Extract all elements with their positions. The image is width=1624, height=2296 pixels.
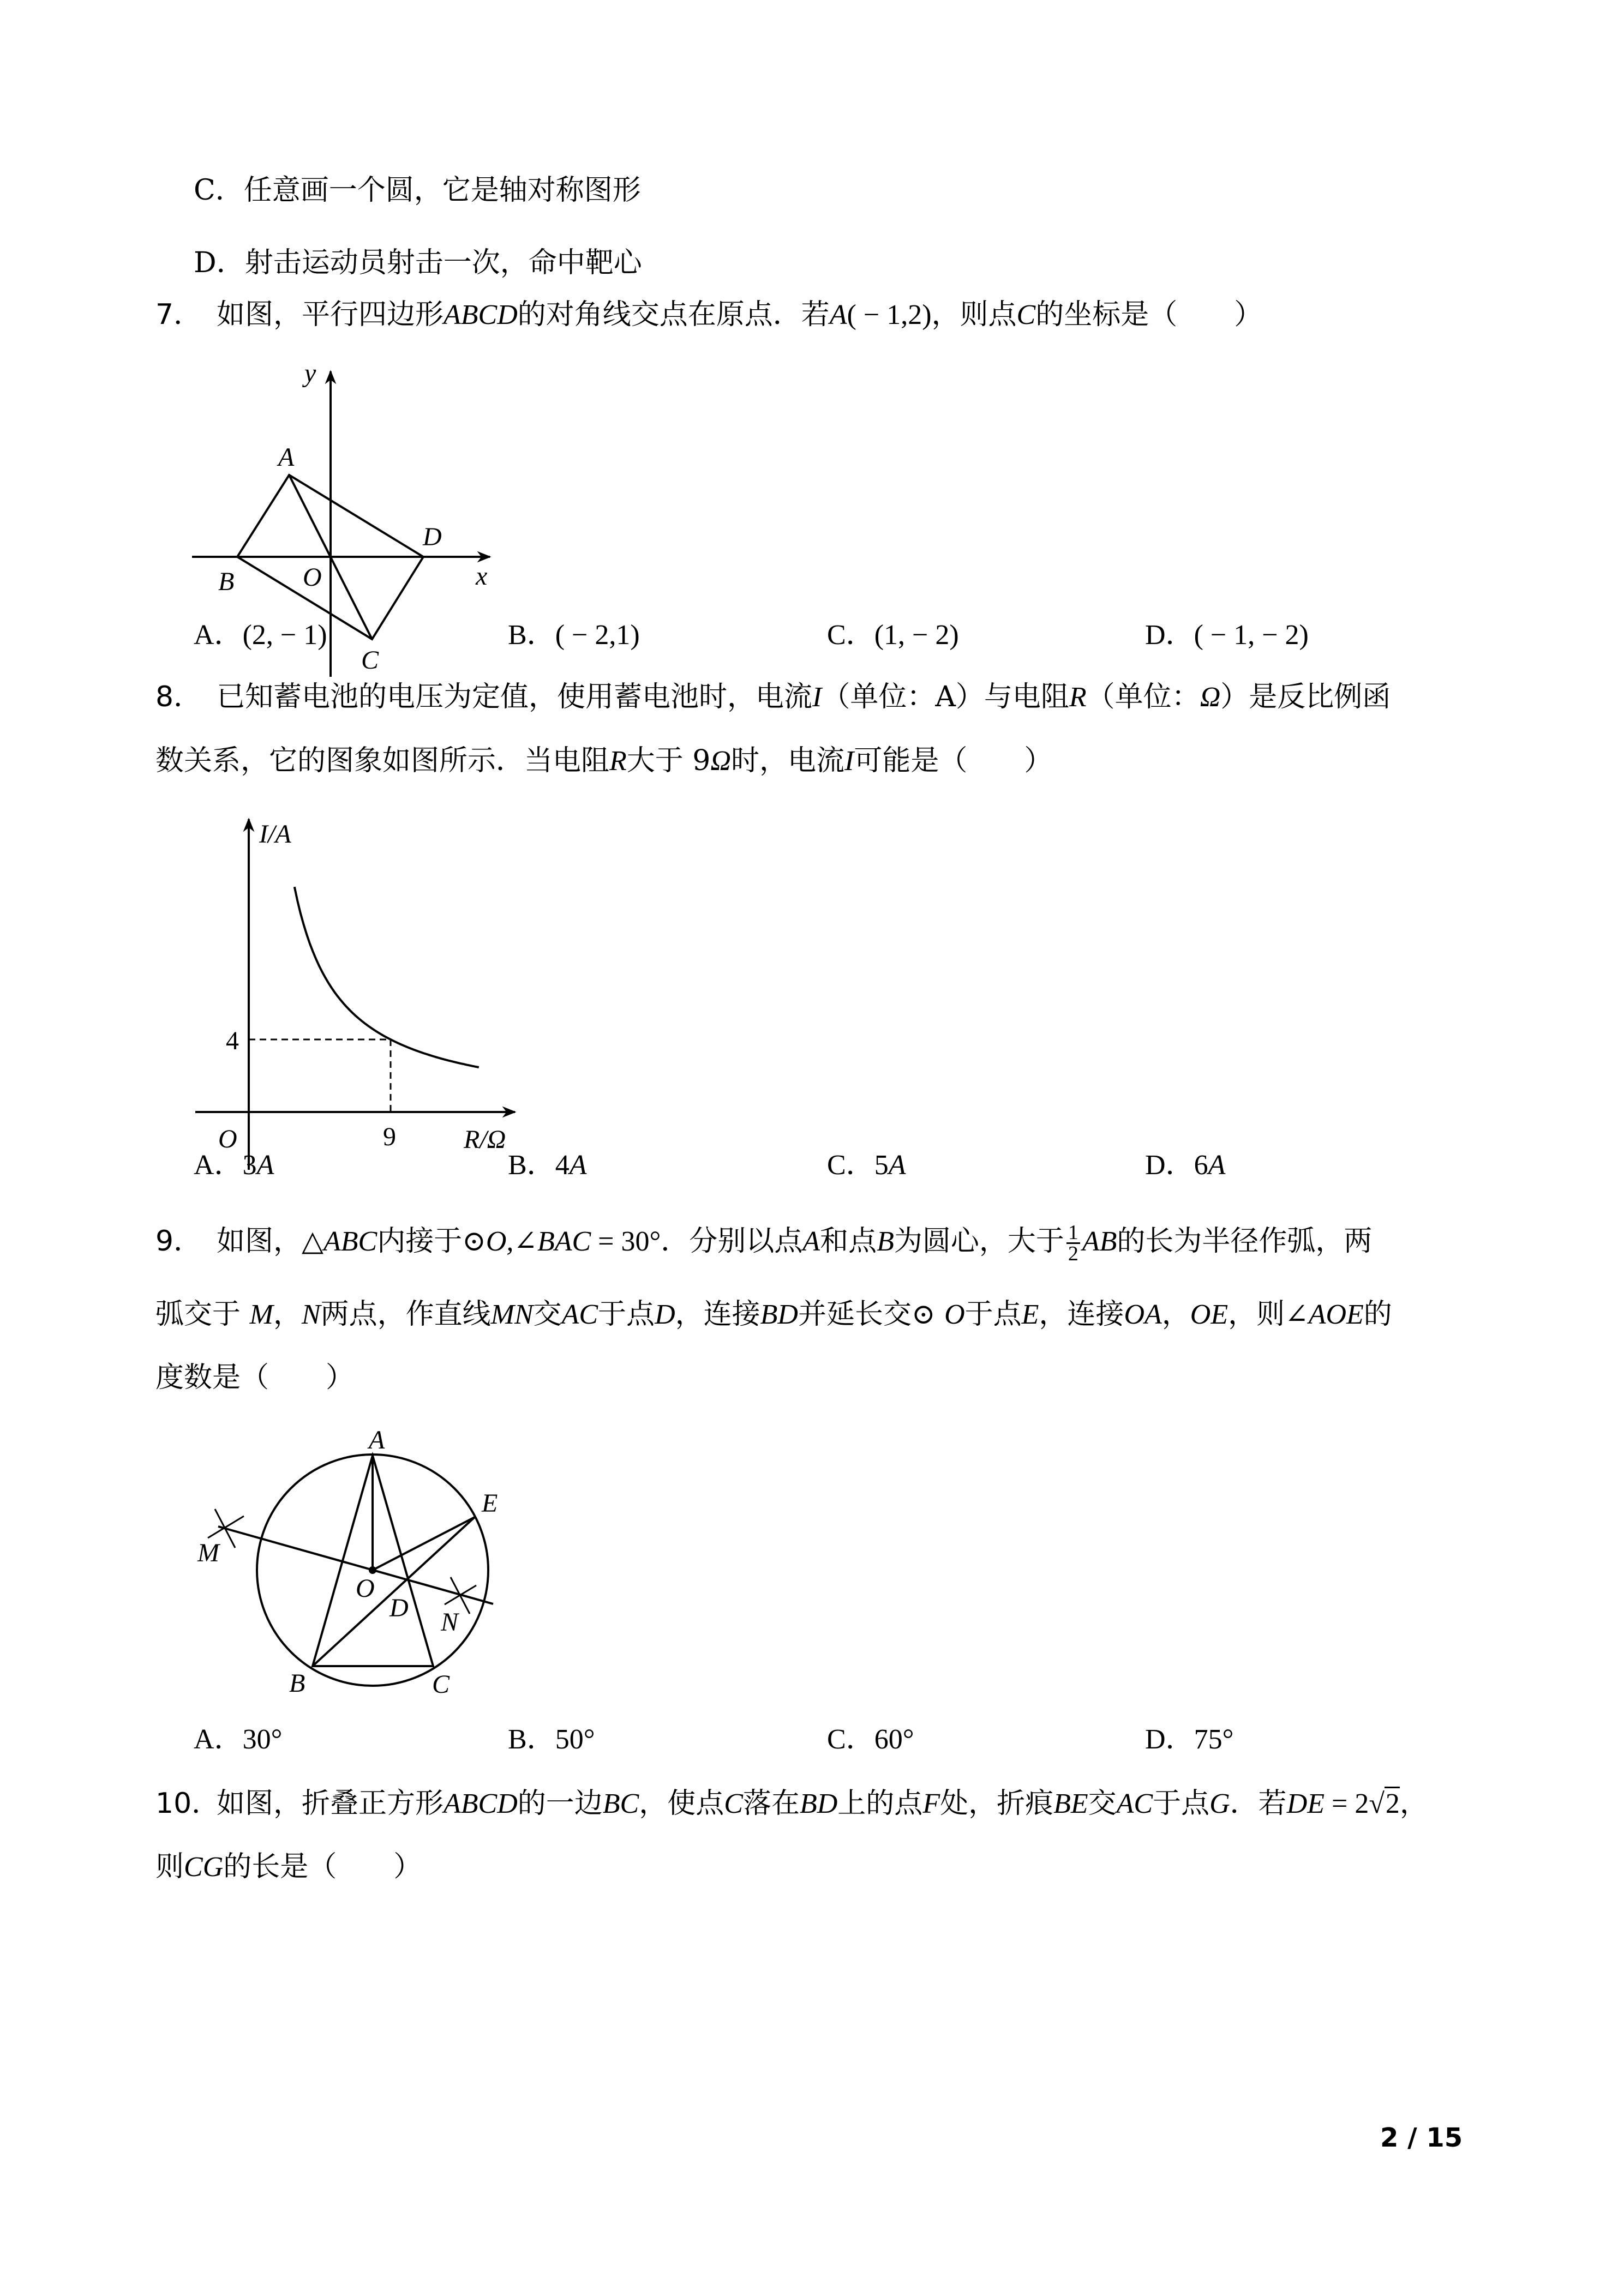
stem-text: 处，折痕 <box>940 1787 1054 1820</box>
math-var: C <box>724 1788 743 1819</box>
stem-text: 交 <box>533 1298 562 1331</box>
math-var: BC <box>602 1788 639 1819</box>
math-var: ABCD <box>444 1788 518 1819</box>
q9-option-b[interactable] <box>508 1723 595 1756</box>
stem-text: ， <box>273 1298 302 1331</box>
math-var: BD <box>799 1788 838 1819</box>
math-var: ABC <box>323 1226 377 1257</box>
math-var: Ω <box>1200 682 1221 713</box>
option-label: A． <box>194 1150 243 1181</box>
math-var: C <box>1016 299 1036 330</box>
math-var: M <box>249 1299 273 1330</box>
stem-text: 为圆心，大于 <box>894 1225 1064 1258</box>
option-unit: A <box>256 1150 274 1181</box>
axis-name: I/A <box>259 820 291 849</box>
arc-mark-n <box>445 1585 476 1604</box>
option-value: 5 <box>874 1150 889 1181</box>
q8-option-d[interactable] <box>1145 1149 1225 1182</box>
math-var: E <box>1021 1299 1039 1330</box>
stem-text: 的对角线交点在原点．若 <box>517 298 830 331</box>
stem-text: 落在 <box>742 1787 800 1820</box>
option-label: A． <box>194 1724 243 1755</box>
option-label: B． <box>508 620 555 651</box>
math-var: A <box>802 1226 820 1257</box>
option-label: D． <box>1145 1724 1194 1755</box>
stem-text: ，则点 <box>931 298 1017 331</box>
option-value: (1, − 2) <box>874 620 959 651</box>
q8-option-b[interactable] <box>508 1149 586 1182</box>
fraction-one-half <box>1066 1223 1080 1264</box>
inverse-curve <box>295 887 479 1067</box>
option-value: 60° <box>874 1724 914 1755</box>
math-var: O, <box>486 1226 514 1257</box>
stem-text: 两点，作直线 <box>320 1298 491 1331</box>
stem-text: 如图，折叠正方形 <box>217 1787 444 1820</box>
q10-stem-line2 <box>155 1850 422 1883</box>
math-var: F <box>922 1788 940 1819</box>
question-number: 9． <box>155 1225 202 1258</box>
q10-stem-line1 <box>155 1787 1428 1820</box>
q7-option-b[interactable] <box>508 619 640 652</box>
math-var: O <box>944 1299 965 1330</box>
label-e: E <box>482 1489 498 1518</box>
label-i-axis <box>259 820 291 849</box>
option-label: D． <box>1145 620 1194 651</box>
sqrt-symbol: √ <box>1369 1788 1385 1819</box>
fraction-numerator: 1 <box>1066 1223 1080 1244</box>
q9-option-a[interactable] <box>194 1723 282 1756</box>
option-label: B． <box>508 1724 555 1755</box>
option-label: B． <box>508 1150 555 1181</box>
label-m: M <box>197 1538 219 1567</box>
stem-text: ，连接 <box>1039 1298 1124 1331</box>
option-value: 6 <box>1194 1150 1208 1181</box>
q9-option-c[interactable] <box>827 1723 914 1756</box>
q8-stem-line2 <box>155 744 1052 777</box>
option-label: C． <box>827 1150 874 1181</box>
math-var: I <box>844 746 854 777</box>
label-c: C <box>432 1670 450 1699</box>
option-label: C． <box>827 620 874 651</box>
stem-text: ）是反比例函 <box>1220 681 1391 713</box>
math-var: CG <box>184 1852 224 1883</box>
stem-text: 内接于⊙ <box>377 1225 486 1258</box>
option-value: 4 <box>555 1150 570 1181</box>
label-a: A <box>369 1426 385 1454</box>
option-value: 30° <box>242 1724 283 1755</box>
stem-text: 可能是（ ） <box>854 744 1053 777</box>
label-b: B <box>218 567 235 596</box>
option-value: ( − 1, − 2) <box>1194 620 1309 651</box>
stem-text: 交 <box>1088 1787 1117 1820</box>
math-var: OA <box>1124 1299 1162 1330</box>
stem-text: ，连接 <box>675 1298 760 1331</box>
center-dot <box>369 1566 376 1574</box>
stem-text: 并延长交⊙ <box>798 1298 945 1331</box>
q7-option-d[interactable] <box>1145 619 1309 652</box>
option-value: (2, − 1) <box>242 620 327 651</box>
stem-text: 则 <box>155 1850 184 1883</box>
math-eq: = 30° <box>591 1226 661 1257</box>
arc-mark-m <box>208 1516 244 1538</box>
option-label: C． <box>194 174 244 207</box>
stem-text: 数关系，它的图象如图所示．当电阻 <box>155 744 610 777</box>
q9-stem-line2 <box>155 1298 1392 1331</box>
stem-text: ．分别以点 <box>661 1225 803 1258</box>
q8-option-c[interactable] <box>827 1149 906 1182</box>
q8-stem-line1 <box>155 681 1391 713</box>
label-a: A <box>278 443 295 472</box>
label-d: D <box>389 1594 409 1622</box>
option-label: C． <box>827 1724 874 1755</box>
math-var: N <box>301 1299 321 1330</box>
fraction-denominator: 2 <box>1068 1242 1078 1265</box>
q9-option-d[interactable] <box>1145 1723 1233 1756</box>
math-var: I <box>812 682 822 713</box>
stem-text: 弧交于 <box>155 1298 250 1331</box>
label-x: x <box>476 562 488 591</box>
math-var: A <box>829 299 847 330</box>
stem-text: 已知蓄电池的电压为定值，使用蓄电池时，电流 <box>217 681 813 713</box>
stem-text: 的长是（ ） <box>223 1850 422 1883</box>
math-var: ∠AOE <box>1285 1299 1364 1330</box>
option-label: D． <box>194 247 245 279</box>
stem-text: 大于 9 <box>626 744 711 777</box>
stem-text: ，则 <box>1228 1298 1285 1331</box>
math-var: OE <box>1190 1299 1229 1330</box>
option-value: 75° <box>1194 1724 1234 1755</box>
stem-text: ，使点 <box>639 1787 724 1820</box>
stem-text: 于点 <box>598 1298 655 1331</box>
math-var: MN <box>490 1299 534 1330</box>
stem-text: ， <box>1399 1787 1428 1820</box>
stem-text: ， <box>1161 1298 1190 1331</box>
question-number: 8． <box>155 681 202 713</box>
math-var: G <box>1209 1788 1230 1819</box>
stem-text: （单位：A）与电阻 <box>822 681 1069 713</box>
option-label: A． <box>194 620 243 651</box>
q8-option-a[interactable] <box>194 1149 274 1182</box>
stem-text: 度数是（ ） <box>155 1361 355 1394</box>
math-var: DE <box>1286 1788 1325 1819</box>
math-var: B <box>877 1226 894 1257</box>
stem-text: 时，电流 <box>731 744 845 777</box>
sqrt-radicand: 2 <box>1385 1787 1400 1819</box>
math-var: AC <box>561 1299 598 1330</box>
tick-4: 4 <box>226 1026 239 1055</box>
math-var: R <box>1069 682 1087 713</box>
stem-text: 的一边 <box>517 1787 603 1820</box>
math-var: ABCD <box>444 299 518 330</box>
option-text: 射击运动员射击一次，命中靶心 <box>244 247 642 279</box>
question-number: 7． <box>155 298 202 331</box>
label-o: O <box>356 1574 375 1603</box>
q9-stem-line1 <box>155 1221 1373 1265</box>
stem-text: ．若 <box>1230 1787 1287 1820</box>
label-r-axis <box>463 1125 506 1154</box>
math-var: Ω <box>710 746 732 777</box>
math-var: BE <box>1053 1788 1088 1819</box>
label-y: y <box>304 359 316 388</box>
option-text: 任意画一个圆，它是轴对称图形 <box>243 174 641 207</box>
label-d: D <box>423 522 442 551</box>
math-coord: ( − 1,2) <box>847 299 932 330</box>
page-number: 2 / 15 <box>1380 2123 1463 2153</box>
option-unit: A <box>569 1150 587 1181</box>
option-value: 50° <box>555 1724 595 1755</box>
math-eq: = 2 <box>1325 1788 1369 1819</box>
stem-text: 于点 <box>964 1298 1022 1331</box>
stem-text: 于点 <box>1153 1787 1210 1820</box>
question-number: 10． <box>155 1787 220 1820</box>
stem-text: 的坐标是（ ） <box>1035 298 1263 331</box>
q7-option-c[interactable] <box>827 619 959 652</box>
option-label: D． <box>1145 1150 1194 1181</box>
stem-text: 的 <box>1363 1298 1392 1331</box>
math-var: R <box>609 746 627 777</box>
math-var: AB <box>1082 1226 1117 1257</box>
triangle-symbol: △ <box>302 1226 324 1257</box>
math-var: BD <box>760 1299 798 1330</box>
segment-oe <box>373 1517 475 1570</box>
stem-text: 如图， <box>217 1225 302 1258</box>
math-var: ∠BAC <box>513 1226 591 1257</box>
math-var: D <box>655 1299 675 1330</box>
option-value: ( − 2,1) <box>555 620 640 651</box>
stem-text: 上的点 <box>837 1787 923 1820</box>
label-origin: O <box>218 1125 237 1153</box>
axis-name: R/Ω <box>464 1125 506 1154</box>
stem-text: 和点 <box>820 1225 877 1258</box>
label-n: N <box>441 1608 459 1637</box>
label-b: B <box>289 1669 305 1698</box>
q9-stem-line3 <box>155 1361 354 1394</box>
q7-option-a[interactable] <box>194 619 327 652</box>
stem-text: 如图，平行四边形 <box>217 298 444 331</box>
stem-text: （单位： <box>1086 681 1200 713</box>
tick-9: 9 <box>383 1122 396 1151</box>
math-var: AC <box>1116 1788 1153 1819</box>
label-o: O <box>303 563 322 592</box>
option-unit: A <box>888 1150 906 1181</box>
label-c: C <box>361 646 379 675</box>
option-value: 3 <box>242 1150 257 1181</box>
stem-text: 的长为半径作弧，两 <box>1117 1225 1373 1258</box>
option-unit: A <box>1208 1150 1226 1181</box>
